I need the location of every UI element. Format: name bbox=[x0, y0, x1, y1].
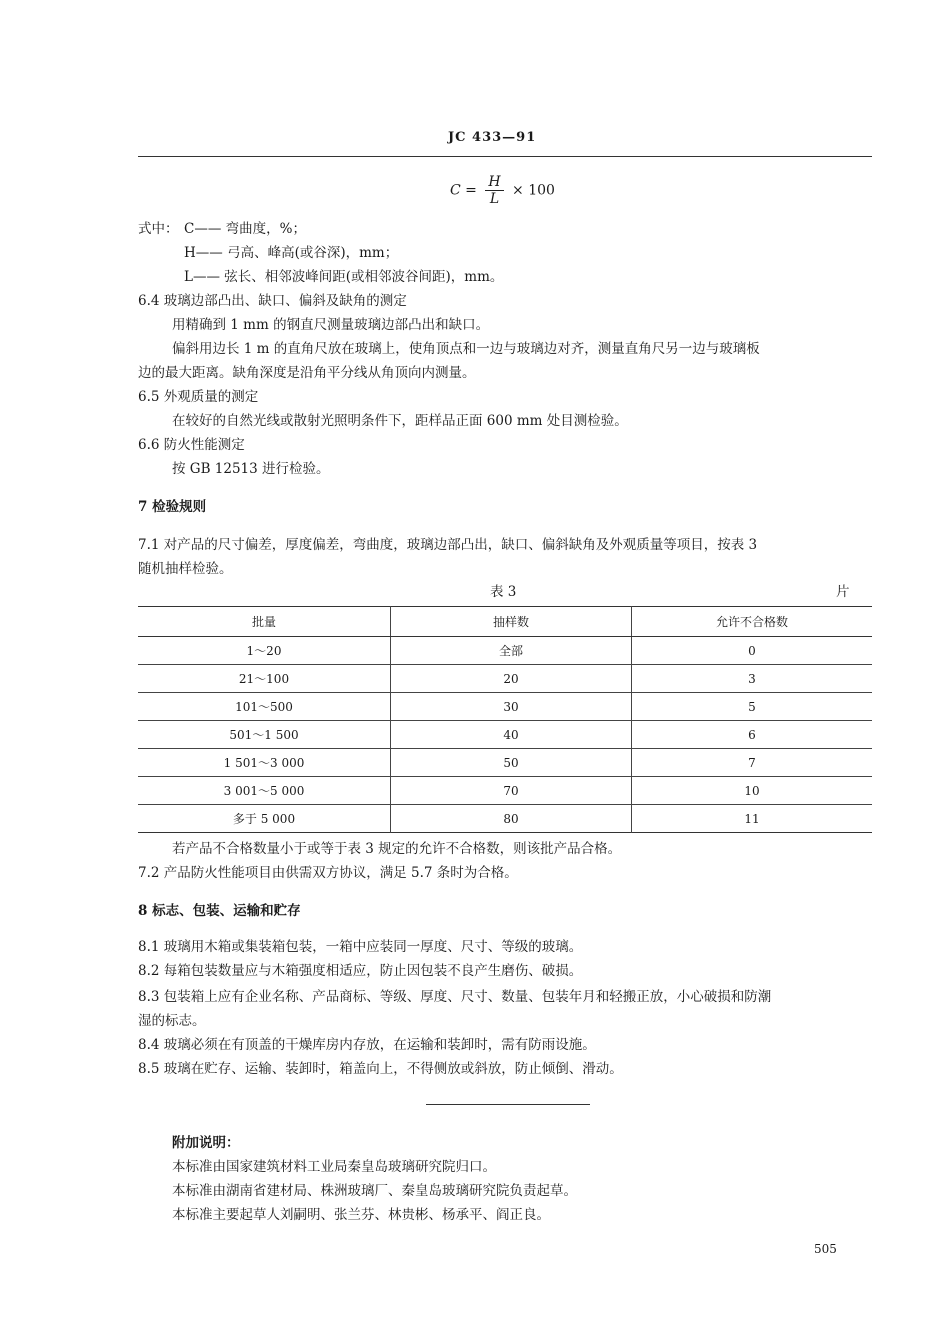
legend-prefix: 式中： bbox=[138, 221, 179, 237]
formula-fraction bbox=[485, 174, 503, 207]
section-7-1-line2: 随机抽样检验。 bbox=[138, 561, 233, 577]
table-row bbox=[138, 637, 872, 665]
section-8-3-line1: 8.3 包装箱上应有企业名称、产品商标、等级、厚度、尺寸、数量、包装年月和轻搬正放，小心破损和防潮 bbox=[138, 989, 772, 1005]
notes-line-2: 本标准由湖南省建材局、株洲玻璃厂、秦皇岛玻璃研究院负责起草。 bbox=[172, 1183, 577, 1199]
table-conclusion: 若产品不合格数量小于或等于表 3 规定的允许不合格数，则该批产品合格。 bbox=[172, 841, 622, 857]
notes-line-1: 本标准由国家建筑材料工业局秦皇岛玻璃研究院归口。 bbox=[172, 1159, 496, 1175]
cell-sample: 全部 bbox=[391, 637, 632, 665]
section-6-6-p1: 按 GB 12513 进行检验。 bbox=[172, 461, 330, 477]
table-caption: 表 3 bbox=[490, 584, 517, 600]
cell-sample: 80 bbox=[391, 805, 632, 833]
cell-batch: 501～1 500 bbox=[138, 721, 391, 749]
section-6-6-heading: 6.6 防火性能测定 bbox=[138, 437, 245, 453]
table-row bbox=[138, 721, 872, 749]
table-row bbox=[138, 665, 872, 693]
notes-line-3: 本标准主要起草人刘嗣明、张兰芬、林贵彬、杨承平、阎正良。 bbox=[172, 1207, 550, 1223]
cell-batch: 21～100 bbox=[138, 665, 391, 693]
section-7-2: 7.2 产品防火性能项目由供需双方协议，满足 5.7 条时为合格。 bbox=[138, 865, 518, 881]
formula-lhs: C = bbox=[450, 182, 477, 199]
table-header-row bbox=[138, 607, 872, 637]
table-unit: 片 bbox=[836, 584, 850, 600]
cell-allowed: 0 bbox=[632, 637, 873, 665]
header-rule bbox=[138, 156, 872, 157]
cell-sample: 30 bbox=[391, 693, 632, 721]
formula-numerator: H bbox=[485, 174, 503, 191]
section-8-5: 8.5 玻璃在贮存、运输、装卸时，箱盖向上，不得侧放或斜放，防止倾倒、滑动。 bbox=[138, 1061, 623, 1077]
section-7-1-line1: 7.1 对产品的尺寸偏差，厚度偏差，弯曲度，玻璃边部凸出，缺口、偏斜缺角及外观质量等项目，按表 3 bbox=[138, 537, 758, 553]
section-8-3-line2: 湿的标志。 bbox=[138, 1013, 206, 1029]
formula-denominator: L bbox=[489, 191, 500, 207]
page-header: JC 433—91 bbox=[448, 130, 537, 145]
section-6-4-p2b: 边的最大距离。缺角深度是沿角平分线从角顶向内测量。 bbox=[138, 365, 476, 381]
formula-rhs: × 100 bbox=[512, 182, 555, 199]
section-6-4-p1: 用精确到 1 mm 的钢直尺测量玻璃边部凸出和缺口。 bbox=[172, 317, 490, 333]
legend-l: L—— 弦长、相邻波峰间距(或相邻波谷间距)，mm。 bbox=[184, 269, 504, 285]
col-batch-header: 批量 bbox=[138, 607, 391, 637]
cell-batch: 1 501～3 000 bbox=[138, 749, 391, 777]
cell-batch: 3 001～5 000 bbox=[138, 777, 391, 805]
cell-allowed: 5 bbox=[632, 693, 873, 721]
cell-sample: 40 bbox=[391, 721, 632, 749]
legend-h: H—— 弓高、峰高(或谷深)，mm； bbox=[184, 245, 399, 261]
section-6-5-heading: 6.5 外观质量的测定 bbox=[138, 389, 259, 405]
section-6-5-p1: 在较好的自然光线或散射光照明条件下，距样品正面 600 mm 处目测检验。 bbox=[172, 413, 628, 429]
end-divider bbox=[426, 1104, 590, 1105]
table-row bbox=[138, 805, 872, 833]
table-row bbox=[138, 749, 872, 777]
cell-sample: 20 bbox=[391, 665, 632, 693]
section-8-1: 8.1 玻璃用木箱或集装箱包装，一箱中应装同一厚度、尺寸、等级的玻璃。 bbox=[138, 939, 583, 955]
table-row bbox=[138, 777, 872, 805]
col-sample-header: 抽样数 bbox=[391, 607, 632, 637]
cell-allowed: 11 bbox=[632, 805, 873, 833]
cell-allowed: 7 bbox=[632, 749, 873, 777]
section-7-heading: 7 检验规则 bbox=[138, 499, 207, 515]
sampling-table bbox=[138, 606, 872, 833]
cell-allowed: 10 bbox=[632, 777, 873, 805]
page-number: 505 bbox=[814, 1242, 837, 1256]
cell-batch: 多于 5 000 bbox=[232, 812, 296, 826]
cell-batch: 1～20 bbox=[138, 637, 391, 665]
notes-heading: 附加说明： bbox=[172, 1135, 240, 1151]
cell-sample: 50 bbox=[391, 749, 632, 777]
legend-c: C—— 弯曲度，%； bbox=[184, 221, 306, 237]
cell-allowed: 3 bbox=[632, 665, 873, 693]
section-8-heading: 8 标志、包装、运输和贮存 bbox=[138, 903, 301, 919]
cell-allowed: 6 bbox=[632, 721, 873, 749]
cell-sample: 70 bbox=[391, 777, 632, 805]
section-8-2: 8.2 每箱包装数量应与木箱强度相适应，防止因包装不良产生磨伤、破损。 bbox=[138, 963, 583, 979]
curvature-formula bbox=[450, 174, 555, 207]
cell-batch: 101～500 bbox=[138, 693, 391, 721]
section-6-4-heading: 6.4 玻璃边部凸出、缺口、偏斜及缺角的测定 bbox=[138, 293, 407, 309]
col-allowed-header: 允许不合格数 bbox=[632, 607, 873, 637]
section-8-4: 8.4 玻璃必须在有顶盖的干燥库房内存放，在运输和装卸时，需有防雨设施。 bbox=[138, 1037, 596, 1053]
section-6-4-p2a: 偏斜用边长 1 m 的直角尺放在玻璃上，使角顶点和一边与玻璃边对齐，测量直角尺另一边与玻璃板 bbox=[172, 341, 760, 357]
table-row bbox=[138, 693, 872, 721]
